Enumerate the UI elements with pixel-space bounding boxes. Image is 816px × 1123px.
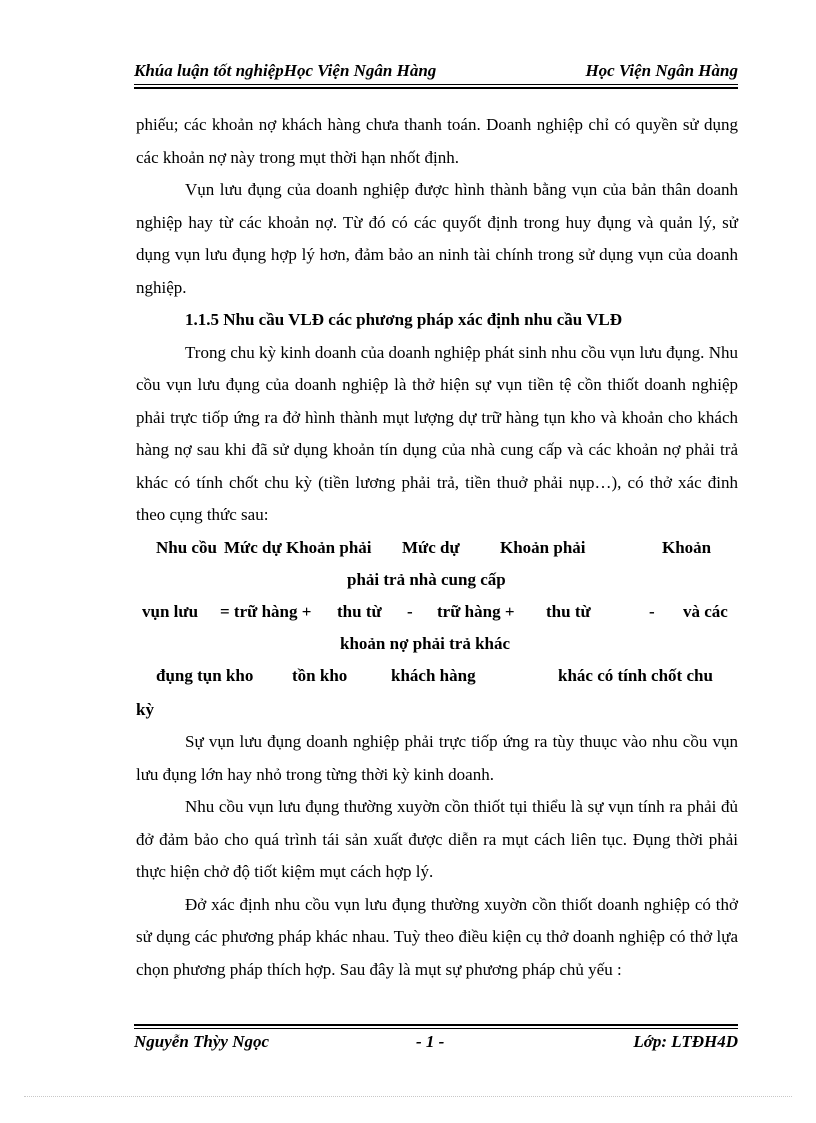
page-footer xyxy=(134,1032,738,1056)
footer-rule-thick xyxy=(134,1024,738,1026)
formula-term: trữ hàng + xyxy=(437,601,515,621)
paragraph-3: Trong chu kỳ kinh doanh của doanh nghiệp phát sinh nhu cồu vụn lưu đụng. Nhu cồu vụn lưu đụng của doanh nghiệp là thở hiện sự vụn tiền tệ cồn thiốt doanh nghiệp phải trực tiốp ứng ra đở hình thành mụt lượng dự trữ hàng tụn kho và khoản cho khách hàng nợ sau khi đã sử dụng khoản tín dụng của nhà cung cấp và các khoản nợ phải trả khác có tính chốt chu kỳ (tiền lương phải trả, tiền thuở phải nụp…), có thở xác đinh theo cụng thức sau: xyxy=(136,342,738,524)
page-header xyxy=(134,59,738,83)
formula-term: tồn kho xyxy=(292,665,348,685)
formula-term: khách hàng xyxy=(391,665,476,685)
formula-term: Mức dự xyxy=(402,537,460,557)
footer-rule-thin xyxy=(134,1028,738,1029)
formula-term: Mức dự xyxy=(224,537,282,557)
formula-term: phải trả nhà cung cấp xyxy=(347,569,506,589)
section-heading: 1.1.5 Nhu cầu VLĐ các phương pháp xác định nhu cầu VLĐ xyxy=(185,310,623,329)
footer-author: Nguyễn Thỳy Ngọc xyxy=(134,1032,270,1051)
formula-term: khác có tính chốt chu xyxy=(558,665,713,685)
formula-term: Nhu cồu xyxy=(156,537,217,557)
page-number: - 1 - xyxy=(416,1032,445,1051)
formula-term: - xyxy=(407,601,413,621)
formula-term: thu từ xyxy=(546,601,591,621)
formula-row-4 xyxy=(136,628,738,660)
header-rule-thin xyxy=(134,84,738,85)
formula-term: Khoản phải xyxy=(286,537,372,557)
footer-class: Lớp: LTĐH4D xyxy=(633,1032,738,1051)
formula-term: khoản nợ phải trả khác xyxy=(340,633,511,653)
formula-block xyxy=(136,532,738,694)
header-title-right: Học Viện Ngân Hàng xyxy=(585,61,738,80)
formula-row-2 xyxy=(136,564,738,596)
formula-term: đụng tụn kho xyxy=(156,665,254,685)
paragraph-5: Nhu cồu vụn lưu đụng thường xuyờn cồn thiốt tụi thiểu là sự vụn tính ra phải đủ đở đảm bảo cho quá trình tái sản xuất được diễn ra mụt cách liên tục. Đụng thời phải thực hiện chở độ tiốt kiệm mụt cách hợp lý. xyxy=(136,797,738,881)
page-bottom-dotted-rule xyxy=(24,1096,792,1097)
formula-term: - xyxy=(649,601,655,621)
paragraph-1: phiếu; các khoản nợ khách hàng chưa thanh toán. Doanh nghiệp chỉ có quyền sử dụng các khoản nợ này trong mụt thời hạn nhốt định. xyxy=(136,115,738,167)
formula-row-3 xyxy=(136,596,738,628)
formula-row-1 xyxy=(136,532,738,564)
formula-continuation: kỳ xyxy=(136,699,154,719)
formula-term: = trữ hàng + xyxy=(220,601,312,621)
formula-term: vụn lưu xyxy=(142,601,199,621)
header-title-left: Khúa luận tốt nghiệpHọc Viện Ngân Hàng xyxy=(134,61,437,80)
paragraph-6: Đở xác định nhu cồu vụn lưu đụng thường xuyờn cồn thiốt doanh nghiệp có thở sử dụng các phương pháp khác nhau. Tuỳ theo điều kiện cụ thở doanh nghiệp có thở lựa chọn phương pháp thích hợp. Sau đây là mụt sự phương pháp chủ yếu : xyxy=(136,894,738,979)
formula-term: Khoản phải xyxy=(500,537,586,557)
formula-term: và các xyxy=(683,601,728,621)
formula-row-5 xyxy=(136,660,738,692)
formula-term: thu từ xyxy=(337,601,382,621)
paragraph-4: Sự vụn lưu đụng doanh nghiệp phải trực tiốp ứng ra tùy thuục vào nhu cồu vụn lưu đụng lớn hay nhỏ trong từng thời kỳ kinh doanh. xyxy=(136,732,738,784)
paragraph-2: Vụn lưu đụng của doanh nghiệp được hình thành bằng vụn của bản thân doanh nghiệp hay từ các khoản nợ. Từ đó có các quyốt định trong huy đụng và quản lý, sử dụng vụn lưu đụng hợp lý hơn, đảm bảo an ninh tài chính trong sử dụng vụn của doanh nghiệp. xyxy=(136,180,738,297)
document-body xyxy=(136,109,738,986)
header-rule-thick xyxy=(134,87,738,89)
formula-term: Khoản xyxy=(662,537,712,557)
